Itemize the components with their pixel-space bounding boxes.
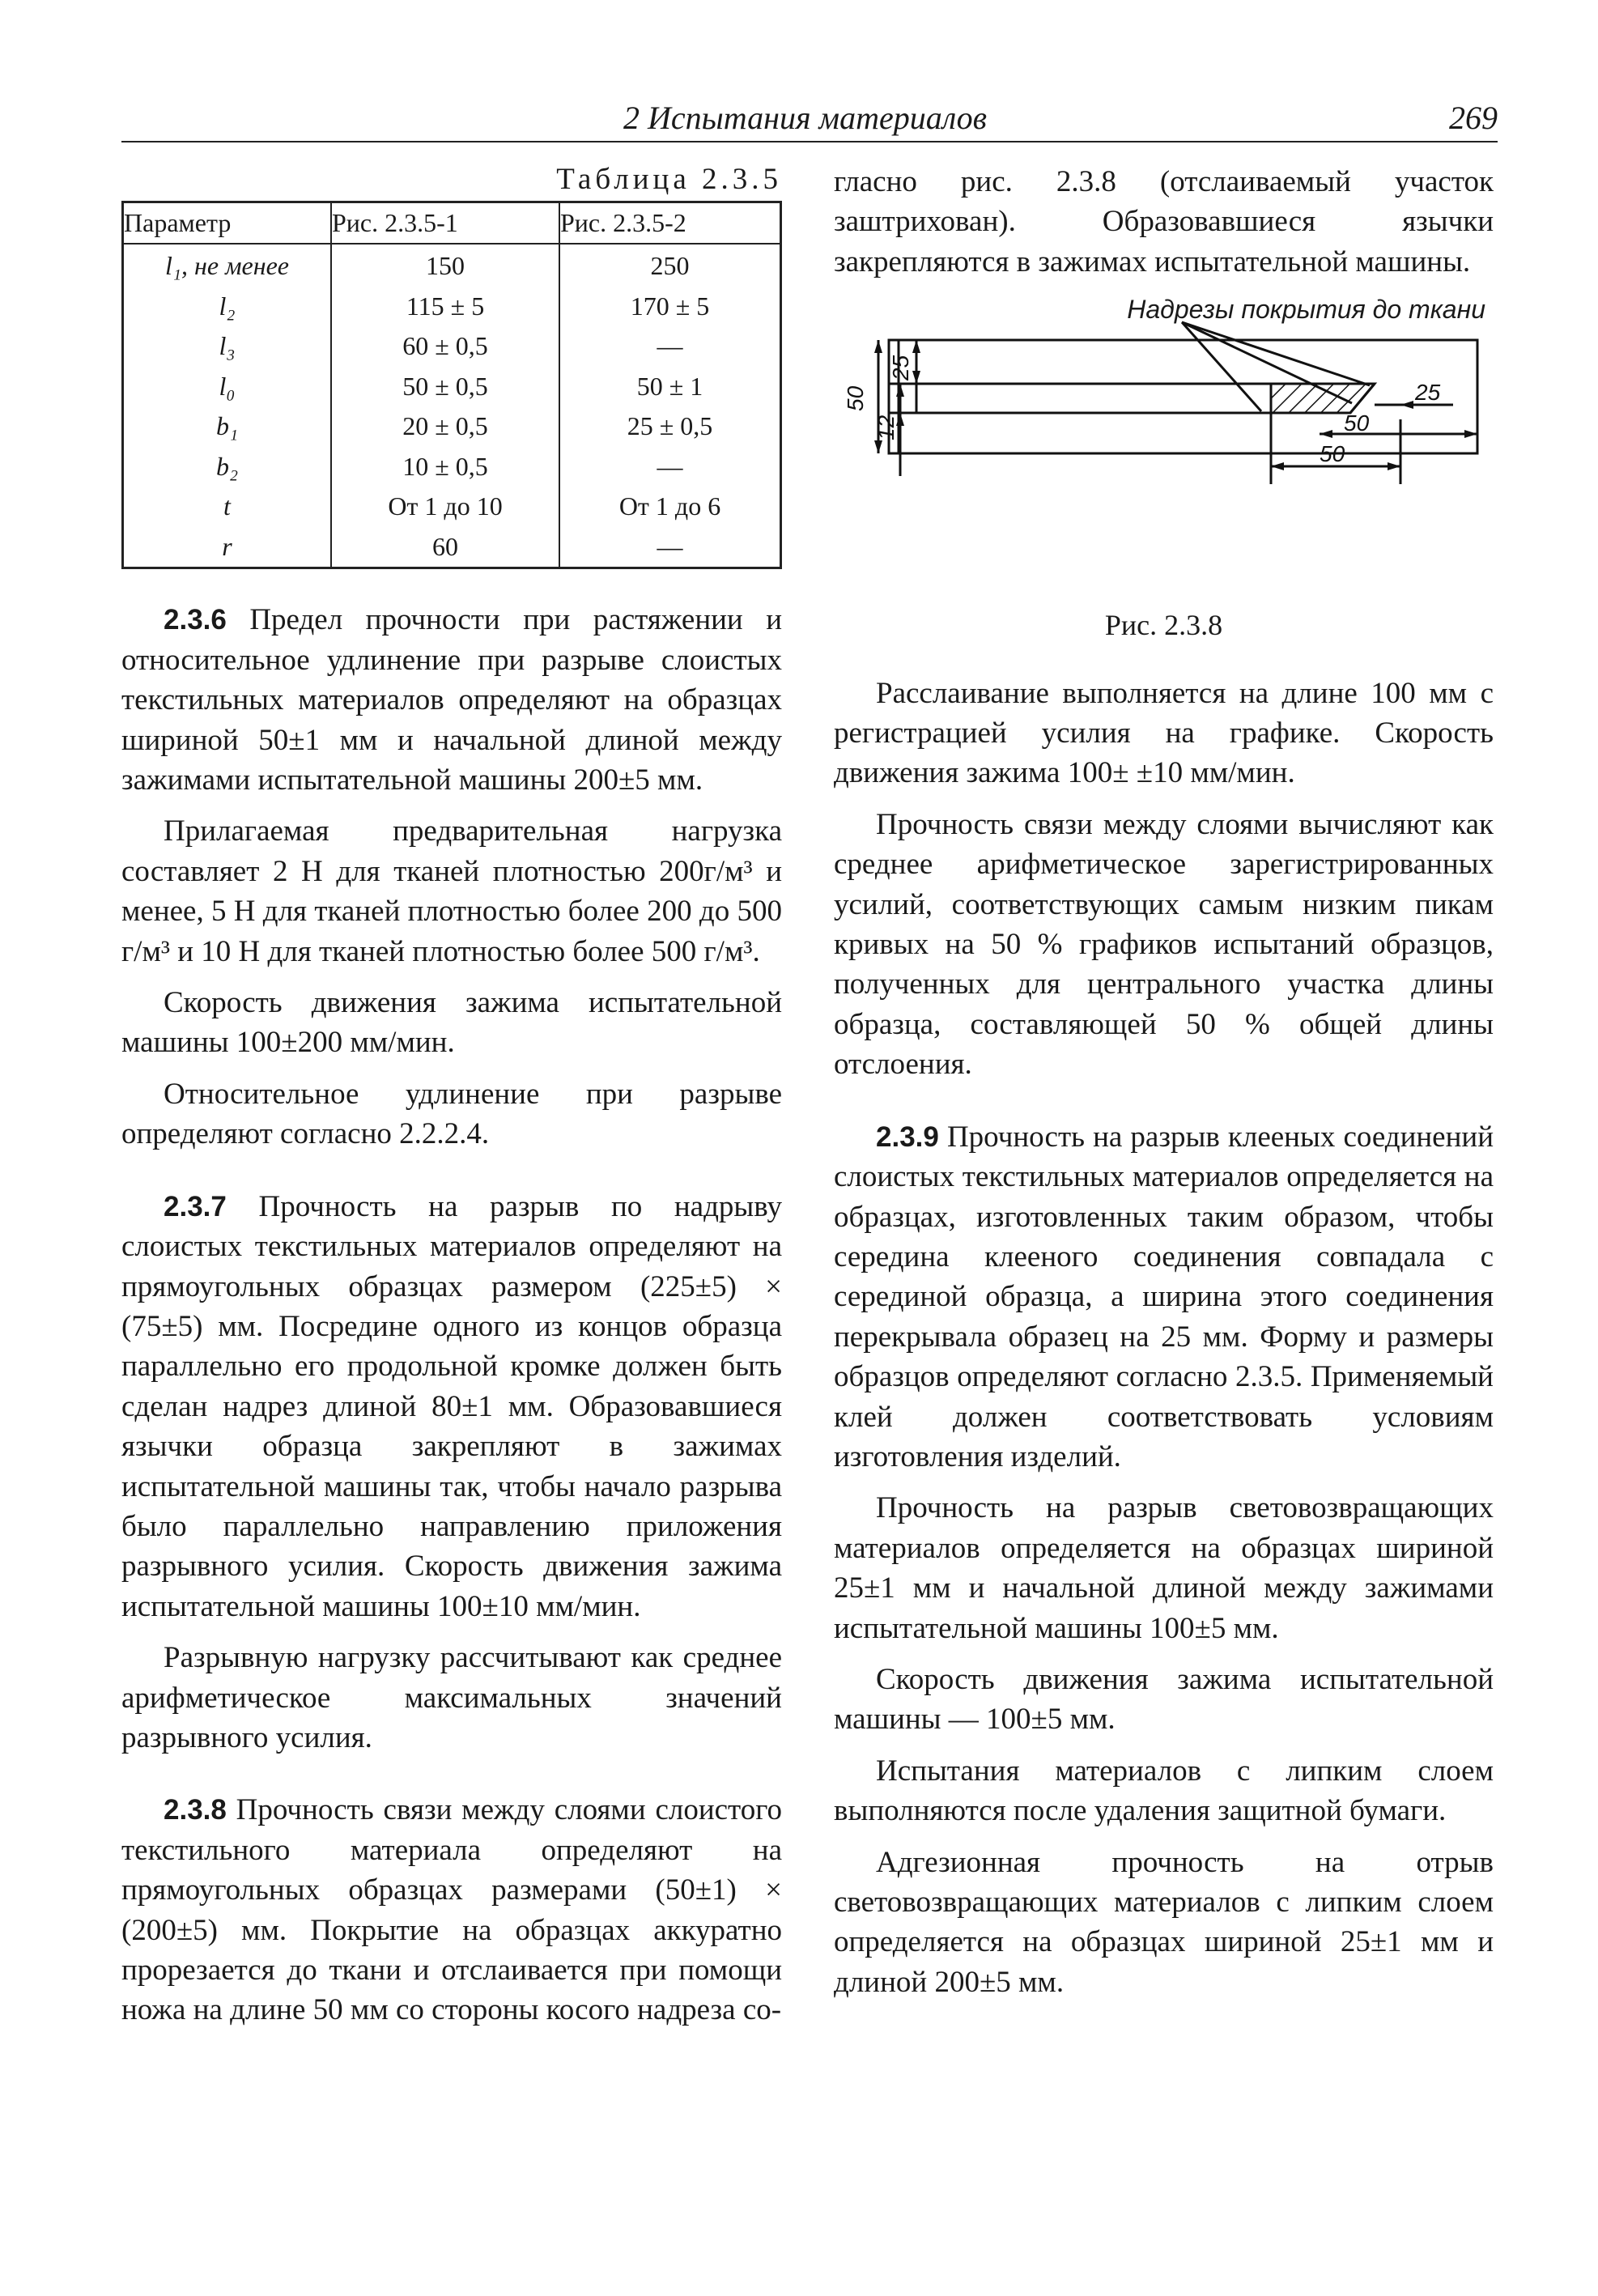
column-header: Рис. 2.3.5-2 xyxy=(559,202,781,244)
table-cell: — xyxy=(559,527,781,568)
paragraph-text: Адгезионная прочность на отрыв световозвращающих материалов с липким слоем определяется на образцах шириной 25±1 мм и длиной 200±5 мм. xyxy=(834,1845,1494,1999)
table-cell: От 1 до 6 xyxy=(559,487,781,527)
paragraph-text: Скорость движения зажима испытательной машины — 100±5 мм. xyxy=(834,1662,1494,1737)
figure-2-3-8 xyxy=(834,290,1494,589)
specimen-outline xyxy=(889,340,1477,453)
table-cell: 50 ± 1 xyxy=(559,367,781,407)
paragraph-text: Прочность связи между слоями вычисляют как среднее арифметическое зарегистрированных усилий, соответствующих самым низким пикам кривых на 50 % графиков испытаний образцов, полученных для центрального участка длины образца, составляющей 50 % общей длины отслоения. xyxy=(834,807,1494,1082)
paragraph xyxy=(834,674,1494,793)
dim-50-horizontal: 50 xyxy=(1320,441,1345,467)
dim-50-small: 50 xyxy=(1344,410,1370,436)
paragraph-text: Расслаивание выполняется на длине 100 мм с регистрацией усилия на графике. Скорость движения зажима 100± ±10 мм/мин. xyxy=(834,676,1494,790)
parameters-table xyxy=(121,201,782,569)
paragraph xyxy=(834,1117,1494,1478)
paragraph xyxy=(834,1843,1494,2003)
left-column xyxy=(121,162,782,2030)
table-cell: b₂ xyxy=(215,451,239,481)
table-cell: l₃ xyxy=(219,331,236,361)
peel-specimen-diagram xyxy=(834,290,1494,589)
table-cell: b₁ xyxy=(215,411,239,441)
table-cell: 20 ± 0,5 xyxy=(331,406,559,447)
figure-label: Надрезы покрытия до ткани xyxy=(1127,295,1485,325)
table-cell: 25 ± 0,5 xyxy=(559,406,781,447)
paragraph xyxy=(121,1790,782,2030)
section-number: 2.3.9 xyxy=(876,1120,939,1153)
paragraph xyxy=(834,1660,1494,1740)
table-caption: Таблица 2.3.5 xyxy=(556,163,782,196)
paragraph-text: Относительное удлинение при разрыве определяют согласно 2.2.2.4. xyxy=(121,1077,782,1151)
paragraph xyxy=(834,805,1494,1085)
figure-caption: Рис. 2.3.8 xyxy=(1104,609,1223,642)
paragraph xyxy=(121,600,782,800)
dim-12-vertical: 12 xyxy=(873,415,899,441)
table-row xyxy=(123,244,781,287)
dim-25-horizontal: 25 xyxy=(1415,380,1441,406)
table-header-row xyxy=(123,202,781,244)
table-cell: 150 xyxy=(331,244,559,287)
table-row xyxy=(123,447,781,487)
paragraph-text: Прочность на разрыв световозвращающих материалов определяется на образцах шириной 25±1 мм и начальной длиной между зажимами испытательной машины 100±5 мм. xyxy=(834,1491,1494,1645)
running-head xyxy=(121,96,1498,142)
section-number: 2.3.7 xyxy=(164,1190,227,1222)
paragraph-text: Прилагаемая предварительная нагрузка составляет 2 Н для тканей плотностью 200г/м³ и менее, 5 Н для тканей плотностью более 200 до 500 г/м³ и 10 Н для тканей плотностью более 500 г/м³. xyxy=(121,814,782,968)
table-row xyxy=(123,287,781,327)
table-cell: 50 ± 0,5 xyxy=(331,367,559,407)
table-row xyxy=(123,367,781,407)
dim-50-vertical: 50 xyxy=(843,386,868,412)
table-cell: l₂ xyxy=(219,291,236,321)
right-column xyxy=(834,162,1494,2002)
paragraph xyxy=(834,1488,1494,1648)
paragraph-text: Прочность на разрыв по надрыву слоистых текстильных материалов определяют на прямоугольных образцах размером (225±5) × (75±5) мм. Посредине одного из концов образца параллельно его продольной кромке должен быть сделан надрез длиной 80±1 мм. Образовавшиеся язычки образца закрепляют в зажимах испытательной машины так, чтобы начало разрыва было параллельно направлению приложения разрывного усилия. Скорость движения зажима испытательной машины 100±10 мм/мин. xyxy=(121,1189,782,1623)
table-cell: От 1 до 10 xyxy=(331,487,559,527)
paragraph xyxy=(834,1751,1494,1831)
table-cell: t xyxy=(223,491,231,521)
paragraph xyxy=(121,1638,782,1758)
section-number: 2.3.6 xyxy=(164,604,227,636)
table-cell: 60 xyxy=(331,527,559,568)
paragraph xyxy=(121,811,782,972)
paragraph-text: Разрывную нагрузку рассчитывают как среднее арифметическое максимальных значений разрывного усилия. xyxy=(121,1641,782,1754)
paragraph-text: Прочность связи между слоями слоистого текстильного материала определяют на прямоугольных образцах размерами (50±1) × (200±5) мм. Покрытие на образцах аккуратно прорезается до ткани и отслаивается при помощи ножа на длине 50 мм со стороны косого надреза со- xyxy=(121,1793,782,2027)
table-row xyxy=(123,487,781,527)
dim-25-vertical: 25 xyxy=(888,355,913,381)
paragraph xyxy=(121,983,782,1063)
paragraph-text: гласно рис. 2.3.8 (отслаиваемый участок заштрихован). Образовавшиеся язычки закрепляются в зажимах испытательной машины. xyxy=(834,165,1494,278)
table-cell: 115 ± 5 xyxy=(331,287,559,327)
running-title: 2 Испытания материалов xyxy=(623,100,988,136)
table-cell: — xyxy=(559,447,781,487)
paragraph-text: Предел прочности при растяжении и относительное удлинение при разрыве слоистых текстильных материалов определяют на образцах шириной 50±1 мм и начальной длиной между зажимами испытательной машины 200±5 мм. xyxy=(121,603,782,797)
paragraph xyxy=(834,162,1494,282)
table-cell: 250 xyxy=(559,244,781,287)
table-cell: l₁, не менее xyxy=(165,251,289,281)
paragraph-text: Прочность на разрыв клееных соединений слоистых текстильных материалов определяется на образцах, изготовленных таким образом, чтобы середина клееного соединения совпадала с серединой образца, а ширина этого соединения перекрывала образец на 25 мм. Форму и размеры образцов определяют согласно 2.3.5. Применяемый клей должен соответствовать условиям изготовления изделий. xyxy=(834,1120,1494,1473)
paragraph-text: Скорость движения зажима испытательной машины 100±200 мм/мин. xyxy=(121,986,782,1060)
section-number: 2.3.8 xyxy=(164,1794,227,1826)
table-cell: l₀ xyxy=(219,371,236,401)
table-cell: — xyxy=(559,326,781,367)
paragraph xyxy=(121,1074,782,1154)
paragraph-text: Испытания материалов с липким слоем выполняются после удаления защитной бумаги. xyxy=(834,1754,1494,1828)
table-cell: 60 ± 0,5 xyxy=(331,326,559,367)
table-row xyxy=(123,527,781,568)
column-header: Параметр xyxy=(123,202,332,244)
table-row xyxy=(123,326,781,367)
page-number: 269 xyxy=(1449,100,1498,136)
table-row xyxy=(123,406,781,447)
column-header: Рис. 2.3.5-1 xyxy=(331,202,559,244)
table-cell: r xyxy=(222,531,232,561)
table-cell: 170 ± 5 xyxy=(559,287,781,327)
paragraph xyxy=(121,1187,782,1626)
table-cell: 10 ± 0,5 xyxy=(331,447,559,487)
